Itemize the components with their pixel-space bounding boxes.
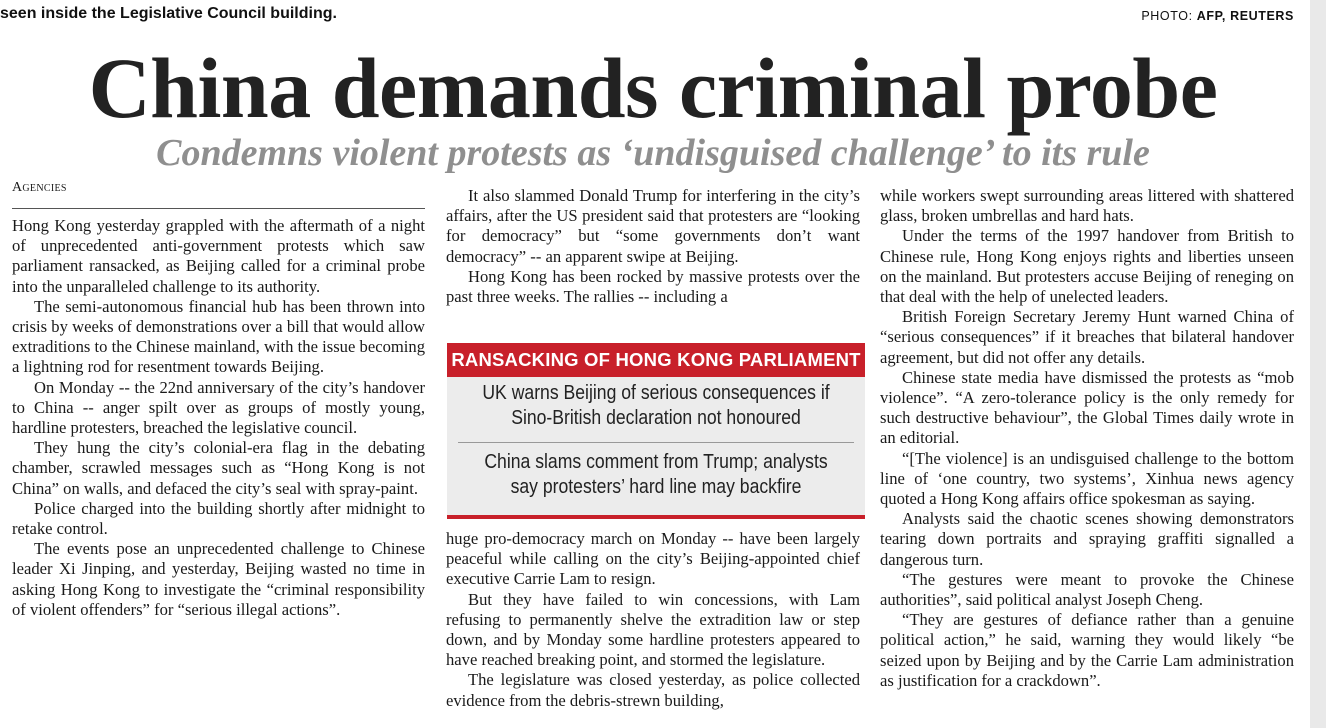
paragraph: On Monday -- the 22nd anniversary of the city’s handover to China -- anger spilt over as groups of mostly young, hardline protesters, breached the legislative council. <box>12 377 425 438</box>
paragraph: Police charged into the building shortly after midnight to retake control. <box>12 498 425 539</box>
photo-caption: seen inside the Legislative Council building. <box>0 5 337 22</box>
paragraph: Under the terms of the 1997 handover from British to Chinese rule, Hong Kong enjoys rights and liberties unseen on the mainland. But protesters accuse Beijing of reneging on that deal with the help of unelected leaders. <box>880 226 1294 307</box>
photo-credit-source: AFP, REUTERS <box>1196 9 1294 23</box>
article-column-2-top <box>446 186 860 307</box>
factbox-banner: RANSACKING OF HONG KONG PARLIAMENT <box>447 343 865 377</box>
paragraph: Hong Kong yesterday grappled with the aftermath of a night of unprecedented anti-government protests which saw parliament ransacked, as Beijing called for a criminal probe into the unparalleled challenge to its authority. <box>12 216 425 296</box>
paragraph: British Foreign Secretary Jeremy Hunt warned China of “serious consequences” if it breaches that bilateral handover agreement, but did not offer any details. <box>880 307 1294 367</box>
paragraph: “They are gestures of defiance rather than a genuine political action,” he said, warning they would likely “be seized upon by Beijing and by the Carrie Lam administration as justification for a crackdown”. <box>880 610 1294 690</box>
paragraph: It also slammed Donald Trump for interfering in the city’s affairs, after the US president said that protesters are “looking for democracy” but “some governments don’t want democracy” -- an apparent swipe at Beijing. <box>446 186 860 266</box>
paragraph: Analysts said the chaotic scenes showing demonstrators tearing down portraits and spraying graffiti signalled a dangerous turn. <box>880 509 1294 569</box>
article-column-1 <box>12 216 425 620</box>
paragraph: But they have failed to win concessions, with Lam refusing to permanently shelve the extradition law or step down, and by Monday some hardline protesters appeared to have reached breaking point, and stormed the legislature. <box>446 589 860 670</box>
headline: China demands criminal probe <box>88 40 1218 136</box>
paragraph: Chinese state media have dismissed the protests as “mob violence”. “A zero-tolerance policy is the only remedy for such destructive behaviour”, the Global Times daily wrote in an editorial. <box>880 367 1294 448</box>
factbox <box>447 343 865 519</box>
paragraph: They hung the city’s colonial-era flag in the debating chamber, scrawled messages such as “Hong Kong is not China” on walls, and defaced the city’s seal with spray-paint. <box>12 438 425 498</box>
paragraph: while workers swept surrounding areas littered with shattered glass, broken umbrellas and hard hats. <box>880 186 1294 226</box>
paragraph: The events pose an unprecedented challenge to Chinese leader Xi Jinping, and yesterday, Beijing wasted no time in asking Hong Kong to investigate the “criminal responsibility of violent offenders” for “serious illegal actions”. <box>12 539 425 619</box>
paragraph: Hong Kong has been rocked by massive protests over the past three weeks. The rallies -- including a <box>446 266 860 307</box>
article-column-2-bottom <box>446 529 860 711</box>
paragraph: The semi-autonomous financial hub has been thrown into crisis by weeks of demonstrations over a bill that would allow extraditions to the Chinese mainland, with the issue becoming a lightning rod for resentment towards Beijing. <box>12 296 425 377</box>
factbox-item: UK warns Beijing of serious consequences if Sino-British declaration not honoured <box>482 382 830 429</box>
factbox-item: China slams comment from Trump; analysts say protesters’ hard line may backfire <box>484 451 828 498</box>
subheadline: Condemns violent protests as ‘undisguised challenge’ to its rule <box>156 132 1150 174</box>
paragraph: huge pro-democracy march on Monday -- have been largely peaceful while calling on the city’s Beijing-appointed chief executive Carrie Lam to resign. <box>446 529 860 589</box>
photo-credit-label: PHOTO: <box>1141 9 1193 23</box>
byline-rule <box>12 208 425 209</box>
paragraph: “The gestures were meant to provoke the Chinese authorities”, said political analyst Joseph Cheng. <box>880 569 1294 610</box>
byline: Agencies <box>12 180 67 195</box>
factbox-divider <box>458 442 854 443</box>
photo-credit <box>1141 9 1294 23</box>
page-gutter <box>1310 0 1326 728</box>
paragraph: “[The violence] is an undisguised challenge to the bottom line of ‘one country, two systems’, Xinhua news agency quoted a Hong Kong affairs office spokesman as saying. <box>880 448 1294 509</box>
article-column-3 <box>880 186 1294 691</box>
paragraph: The legislature was closed yesterday, as police collected evidence from the debris-strewn building, <box>446 670 860 710</box>
